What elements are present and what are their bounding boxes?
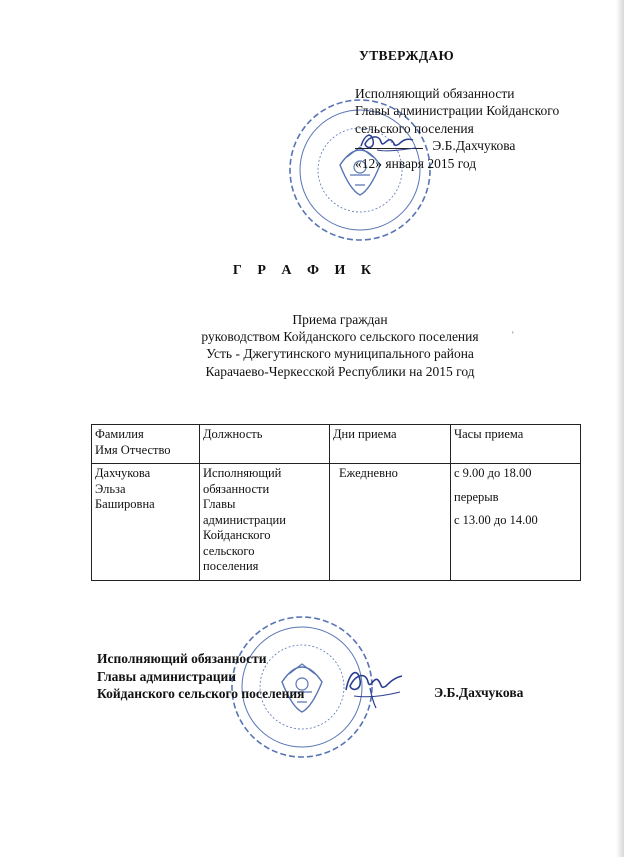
subtitle-line: Приема граждан [292, 312, 388, 327]
page-edge [616, 0, 624, 857]
hours-work: с 9.00 до 18.00 [454, 466, 532, 480]
subtitle-line: Карачаево-Черкесской Республики на 2015 год [205, 363, 475, 379]
document-heading: Г Р А Ф И К [232, 263, 378, 278]
footer-block [97, 650, 305, 703]
footer-signatory: Э.Б.Дахчукова [434, 685, 524, 700]
footer-line: Исполняющий обязанности [97, 651, 267, 666]
cell-days [330, 464, 451, 581]
approval-line: сельского поселения [355, 120, 474, 136]
signature-top [357, 128, 419, 154]
footer-line: Главы администрации [97, 668, 237, 684]
scan-mark: ' [512, 330, 514, 340]
header-position: Должность [200, 425, 330, 464]
cell-position: Исполняющий обязанности Главы администрации Койданского сельского поселения [200, 464, 330, 581]
subtitle-line: Усть - Джегутинского муниципального района [206, 346, 474, 362]
signature-bottom [340, 660, 410, 710]
header-days: Дни приема [330, 425, 451, 464]
document-subtitle [150, 311, 530, 380]
footer-line: Койданского сельского поселения [97, 686, 305, 701]
approval-signatory: Э.Б.Дахчукова [432, 138, 516, 153]
schedule-table [91, 424, 581, 581]
cell-name: Дахчукова Эльза Башировна [92, 464, 200, 581]
approval-title: УТВЕРЖДАЮ [359, 48, 454, 63]
header-name: Фамилия Имя Отчество [92, 425, 200, 464]
table-row [92, 464, 581, 581]
hours-break-label: перерыв [454, 489, 499, 504]
table-header-row [92, 425, 581, 464]
subtitle-line: руководством Койданского сельского поселения [201, 329, 479, 345]
hours-break: с 13.00 до 14.00 [454, 513, 538, 527]
approval-date: «12» января 2015 год [355, 155, 477, 171]
approval-line: Главы администрации Койданского [355, 103, 560, 118]
cell-hours [451, 464, 581, 581]
header-hours: Часы приема [451, 425, 581, 464]
approval-line: Исполняющий обязанности [355, 85, 515, 101]
days-value: Ежедневно [339, 466, 398, 480]
